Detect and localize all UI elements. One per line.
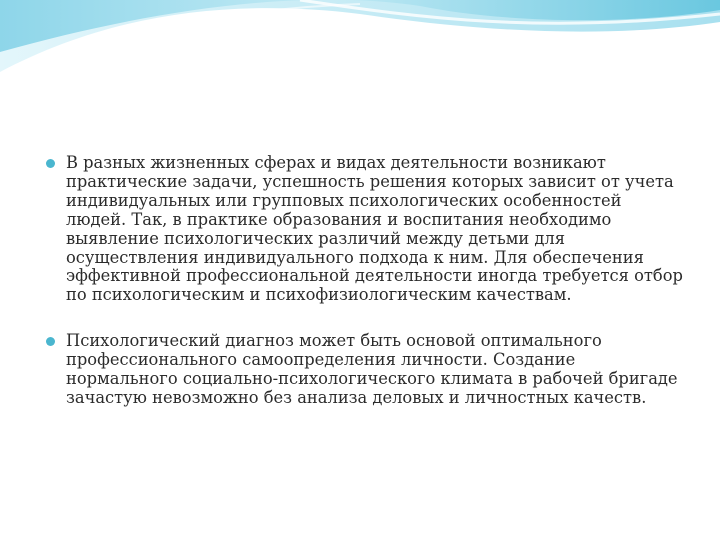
round-bullet-icon — [46, 337, 55, 346]
bullet-item — [44, 154, 684, 305]
bullet-text: В разных жизненных сферах и видах деятельности возникают практические задачи, успешность решения которых зависит от учета индивидуальных или групповых психологических особенностей людей. Так, в практике образования и воспитания необходимо выявление психологических различий между детьми для осуществления индивидуального подхода к ним. Для обеспечения эффективной профессиональной деятельности иногда требуется отбор по психологическим и психофизиологическим качествам. — [66, 153, 683, 305]
bullet-item — [44, 332, 684, 408]
header-wave-decoration — [0, 0, 720, 90]
round-bullet-icon — [46, 159, 55, 168]
bullet-list — [44, 154, 684, 435]
bullet-text: Психологический диагноз может быть основой оптимального профессионального самоопределения личности. Создание нормального социально-психологического климата в рабочей бригаде зачастую невозможно без анализа деловых и личностных качеств. — [66, 331, 678, 407]
